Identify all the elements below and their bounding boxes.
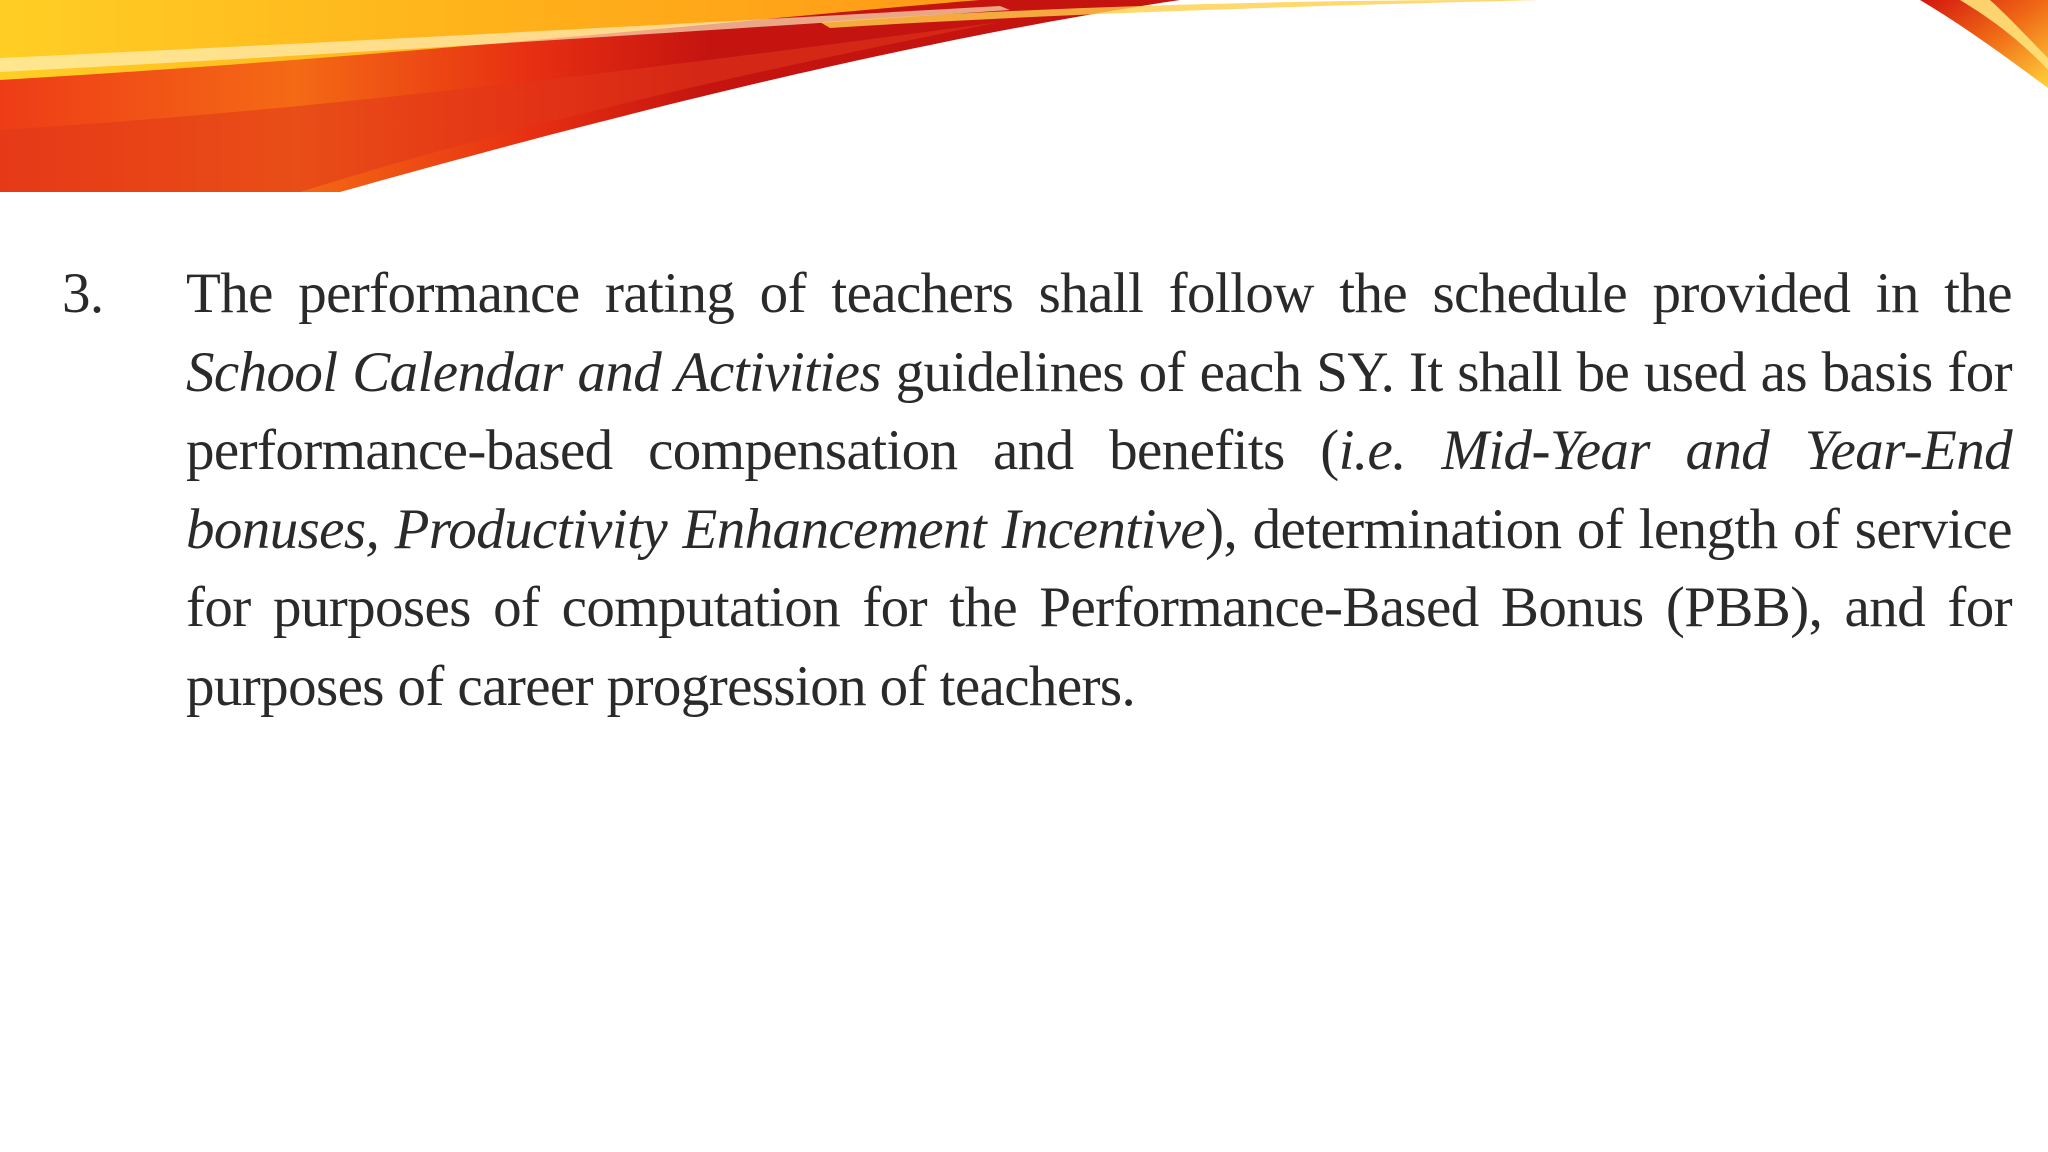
text-segment-5: ), determination of length of service for purposes of computation for the Performance-Based Bonus (PBB), and for purposes of career progression of teachers. bbox=[186, 497, 2012, 718]
item-number: 3. bbox=[62, 262, 104, 325]
text-segment-italic-bonuses: i.e. Mid-Year and Year-End bonuses, Productivity Enhancement Incentive bbox=[186, 419, 2012, 561]
text-segment-3: guidelines of each SY. It shall be used as basis for performance-based compensation and benefits ( bbox=[186, 340, 2012, 482]
decorative-ribbon-header bbox=[0, 0, 2048, 200]
paragraph-text bbox=[186, 255, 2012, 726]
text-segment-italic-school-calendar: School Calendar and Activities bbox=[186, 340, 881, 404]
text-segment-1: The performance rating of teachers shall follow the schedule provided in the bbox=[186, 262, 2012, 325]
